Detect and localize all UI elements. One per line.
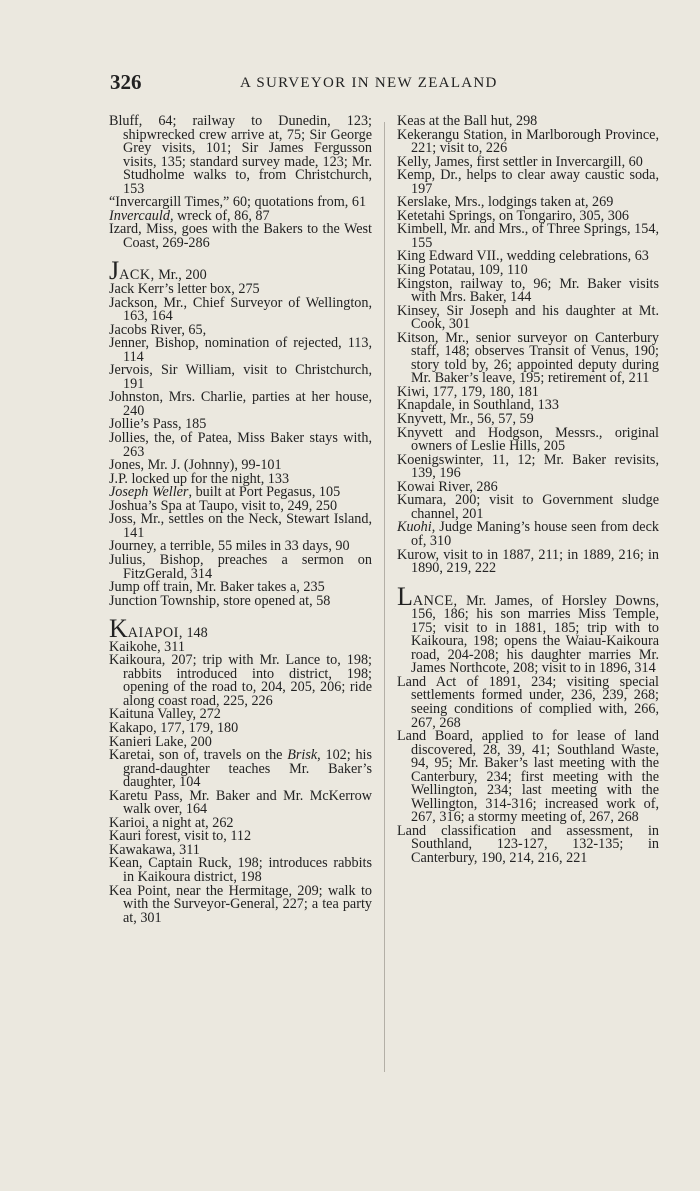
entry-text: Ketetahi Springs, on Tongariro, 305, 306 <box>397 207 630 224</box>
entry-text: Joss, Mr., settles on the Neck, Stewart Island, 141 <box>109 511 372 541</box>
entry-text: King Potatau, 109, 110 <box>397 262 528 279</box>
entry-text: Knyvett, Mr., 56, 57, 59 <box>397 411 534 428</box>
index-entry <box>109 654 372 708</box>
index-entry <box>397 673 659 731</box>
index-entry <box>109 391 372 418</box>
entry-text: Bluff, 64; railway to Dunedin, 123; shipwrecked crew arrive at, 75; Sir George Grey visits, 101; Sir James Fergusson visits, 135; standard survey made, 123; Mr. Studholme walks to, from Christchurch, 153 <box>109 113 372 197</box>
entry-text: Jenner, Bishop, nomination of rejected, 113, 114 <box>109 335 372 365</box>
index-entry <box>397 424 659 455</box>
entry-text: Jackson, Mr., Chief Surveyor of Wellington, 163, 164 <box>109 294 372 325</box>
entry-text: Kemp, Dr., helps to clear away caustic soda, 197 <box>397 167 659 197</box>
entry-text: , Judge Maning’s house seen from deck of, 310 <box>411 519 659 549</box>
entry-text: Kerslake, Mrs., lodgings taken at, 269 <box>397 194 614 211</box>
index-column-left <box>109 115 372 925</box>
entry-text: “Invercargill Times,” 60; quotations from, 61 <box>109 194 367 211</box>
index-entry <box>109 364 372 391</box>
entry-text: Kiwi, 177, 179, 180, 181 <box>397 383 539 400</box>
entry-text: Land Board, applied to for lease of land discovered, 28, 39, 41; Southland Waste, 94, 95; Mr. Baker’s last meeting with the Canterbury, 234; first meeting with the Wellington, 234; last meeting with the Wellington, 314-316; increased work of, 267, 316; a stormy meeting of, 267, 268 <box>397 728 659 826</box>
entry-text: Karetai, son of, travels on the <box>109 747 288 764</box>
entry-text: Jump off train, Mr. Baker takes a, 235 <box>109 579 325 596</box>
section-gap <box>109 250 372 264</box>
index-entry <box>109 882 372 926</box>
drop-cap: L <box>397 581 413 611</box>
entry-text: Jones, Mr. J. (Johnny), 99-101 <box>109 457 282 474</box>
index-entry <box>397 329 659 387</box>
entry-text: Jack Kerr’s letter box, 275 <box>109 281 260 298</box>
entry-text: Knapdale, in Southland, 133 <box>397 397 559 414</box>
entry-text: Karetu Pass, Mr. Baker and Mr. McKerrow walk over, 164 <box>109 787 372 818</box>
entry-text: King Edward VII., wedding celebrations, 63 <box>397 248 649 265</box>
index-entry <box>397 223 659 250</box>
index-entry <box>397 730 659 825</box>
entry-text: Kowai River, 286 <box>397 478 498 495</box>
entry-text: Kekerangu Station, in Marlborough Province, 221; visit to, 226 <box>397 126 659 157</box>
entry-text: Koenigswinter, 11, 12; Mr. Baker revisits, 139, 196 <box>397 451 659 482</box>
entry-heading: ACK, <box>119 267 155 284</box>
entry-text: Kauri forest, visit to, 112 <box>109 828 252 845</box>
drop-cap: J <box>109 256 120 286</box>
index-entry <box>397 169 659 196</box>
entry-italic: Invercauld <box>109 207 170 224</box>
entry-text: Kingston, railway to, 96; Mr. Baker visits with Mrs. Baker, 144 <box>397 275 659 306</box>
entry-text: Kumara, 200; visit to Government sludge channel, 201 <box>397 492 659 522</box>
index-entry <box>109 787 372 818</box>
entry-text: Kaikohe, 311 <box>109 638 185 655</box>
section-gap <box>109 608 372 622</box>
index-entry <box>109 115 372 196</box>
entry-text: Kean, Captain Ruck, 198; introduces rabbits in Kaikoura district, 198 <box>109 855 372 885</box>
index-entry <box>109 337 372 364</box>
index-entry <box>109 749 372 790</box>
index-entry <box>397 521 659 548</box>
index-entry <box>397 451 659 482</box>
index-entry <box>109 223 372 250</box>
entry-text: Kakapo, 177, 179, 180 <box>109 719 239 736</box>
index-entry <box>109 513 372 540</box>
index-entry <box>109 857 372 884</box>
entry-text: Kaituna Valley, 272 <box>109 706 221 723</box>
index-entry <box>397 494 659 521</box>
entry-italic: Joseph Weller <box>109 484 189 501</box>
entry-text: , 102; his grand-daughter teaches Mr. Baker’s daughter, 104 <box>123 747 373 791</box>
entry-text: Kea Point, near the Hermitage, 209; walk to with the Surveyor-General, 227; a tea party at, 301 <box>109 882 372 926</box>
entry-text: Joshua’s Spa at Taupo, visit to, 249, 250 <box>109 497 338 514</box>
index-entry <box>397 302 659 333</box>
entry-heading: AIAPOI, <box>127 625 183 642</box>
entry-text: Kurow, visit to in 1887, 211; in 1889, 216; in 1890, 219, 222 <box>397 546 659 577</box>
entry-text: Kitson, Mr., senior surveyor on Canterbury staff, 148; observes Transit of Venus, 190; story told by, 26; appointed deputy during Mr. Baker’s leave, 195; retirement of, 211 <box>397 329 659 387</box>
entry-italic: Kuohi <box>397 519 432 536</box>
entry-text: Jervois, Sir William, visit to Christchurch, 191 <box>109 362 372 392</box>
page-number: 326 <box>110 70 142 94</box>
entry-text: Kelly, James, first settler in Invercargill, 60 <box>397 153 643 170</box>
column-divider <box>384 122 385 1072</box>
drop-cap: K <box>109 614 128 644</box>
entry-text: , built at Port Pegasus, 105 <box>188 484 341 501</box>
entry-text: Journey, a terrible, 55 miles in 33 days, 90 <box>109 538 350 555</box>
entry-text: Jollies, the, of Patea, Miss Baker stays with, 263 <box>109 430 372 460</box>
section-gap <box>397 576 659 590</box>
index-entry <box>397 581 659 677</box>
entry-text: Julius, Bishop, preaches a sermon on FitzGerald, 314 <box>109 551 372 582</box>
page-header <box>110 70 660 96</box>
index-entry <box>397 275 659 306</box>
index-entry <box>109 592 372 609</box>
index-entry <box>109 432 372 459</box>
index-entry <box>109 551 372 582</box>
running-title: A SURVEYOR IN NEW ZEALAND <box>240 75 498 91</box>
index-entry <box>397 822 659 866</box>
entry-heading: ANCE, <box>412 592 458 609</box>
entry-text: 148 <box>182 625 208 642</box>
entry-text: Junction Township, store opened at, 58 <box>109 592 331 609</box>
entry-text: , wreck of, 86, 87 <box>169 207 270 224</box>
entry-text: Mr., 200 <box>154 267 207 284</box>
index-entry <box>397 546 659 577</box>
entry-text: Land classification and assessment, in Southland, 123-127, 132-135; in Canterbury, 190, 214, 216, 221 <box>397 822 659 866</box>
entry-text: Keas at the Ball hut, 298 <box>397 113 538 129</box>
entry-italic: Brisk <box>287 747 318 764</box>
entry-text: Karioi, a night at, 262 <box>109 814 234 831</box>
entry-text: Johnston, Mrs. Charlie, parties at her house, 240 <box>109 389 372 419</box>
entry-text: Land Act of 1891, 234; visiting special settlements formed under, 236, 239, 268; seeing conditions of complied with, 266, 267, 268 <box>397 673 659 731</box>
entry-text: Kaikoura, 207; trip with Mr. Lance to, 198; rabbits introduced into district, 198; opening of the road to, 204, 205, 206; ride along coast road, 225, 226 <box>109 652 372 709</box>
entry-text: Knyvett and Hodgson, Messrs., original owners of Leslie Hills, 205 <box>397 424 659 455</box>
entry-text: Jollie’s Pass, 185 <box>109 416 207 433</box>
index-entry <box>109 294 372 325</box>
entry-text: J.P. locked up for the night, 133 <box>109 470 290 487</box>
entry-text: Mr. James, of Horsley Downs, 156, 186; his son marries Miss Temple, 175; visit to in 1881, 185; trip with to Kaikoura, 198; opens the Waiau-Kaikoura road, 204-208; his daughter marries Mr. James Northcote, 208; visit to in 1896, 314 <box>411 592 659 677</box>
entry-text: Jacobs River, 65, <box>109 321 207 338</box>
index-entry <box>397 126 659 157</box>
entry-text: Kanieri Lake, 200 <box>109 733 212 750</box>
entry-text: Kimbell, Mr. and Mrs., of Three Springs, 154, 155 <box>397 221 659 251</box>
entry-text: Kawakawa, 311 <box>109 841 200 858</box>
index-column-right <box>397 115 659 866</box>
entry-text: Kinsey, Sir Joseph and his daughter at Mt. Cook, 301 <box>397 302 659 333</box>
entry-text: Izard, Miss, goes with the Bakers to the West Coast, 269-286 <box>109 221 372 251</box>
